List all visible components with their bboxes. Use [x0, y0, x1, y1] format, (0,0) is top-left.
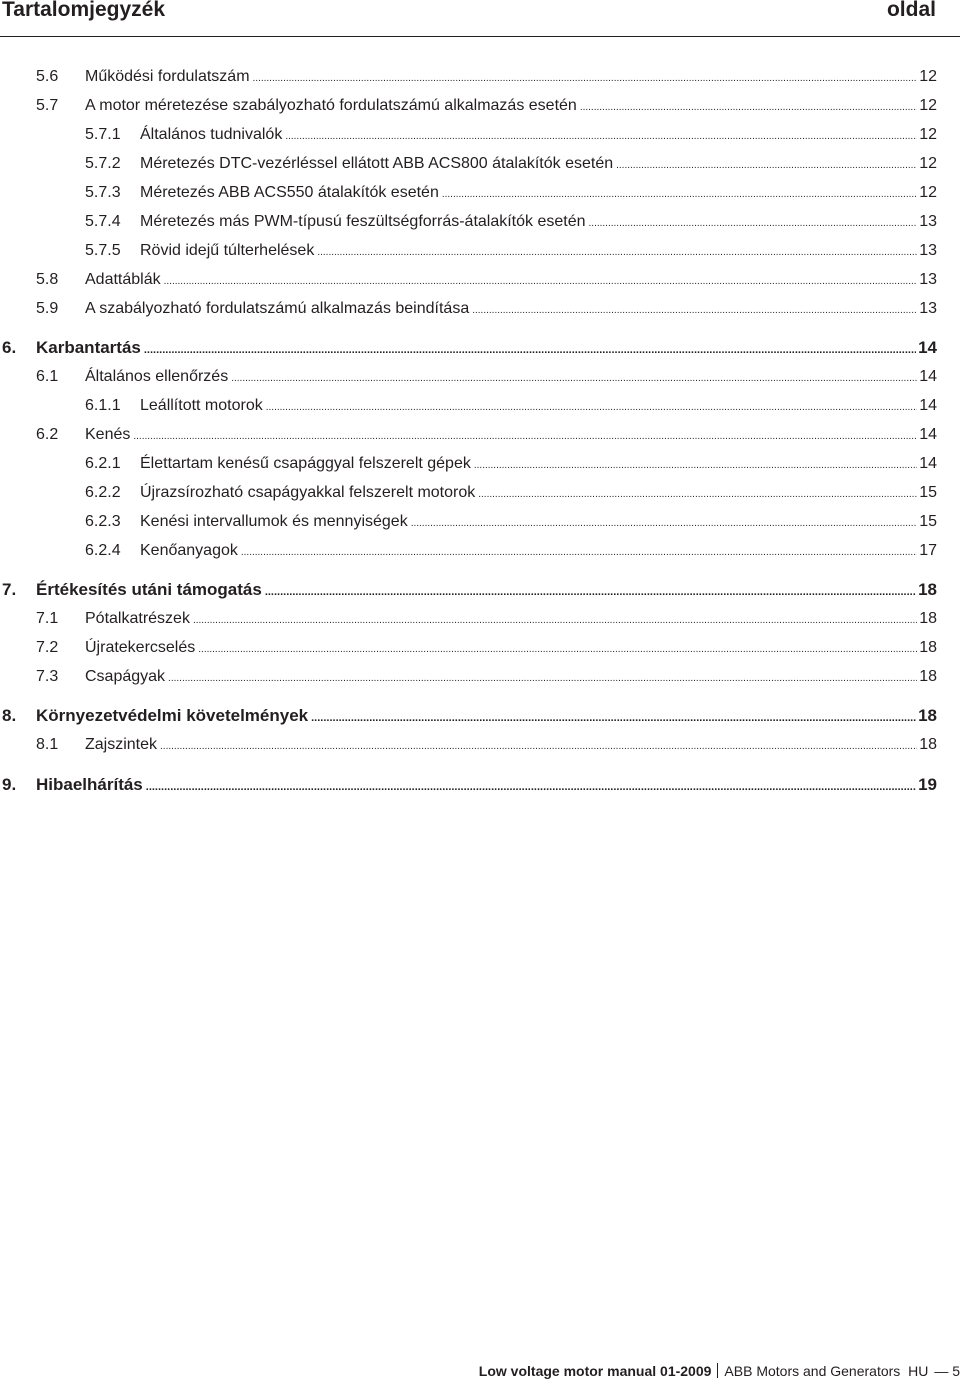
toc-section-number: 6.2.2 [85, 484, 121, 501]
toc-entry-title: Méretezés ABB ACS550 átalakítók esetén [140, 184, 439, 201]
toc-page-number: 13 [919, 300, 937, 317]
toc-page-number: 13 [919, 242, 937, 259]
toc-page-number: 12 [919, 126, 937, 143]
toc-entry-title: Élettartam kenésű csapággyal felszerelt gépek [140, 455, 471, 472]
toc-section-number: 6.2 [36, 426, 59, 443]
toc-section-number: 5.9 [36, 300, 59, 317]
toc-header [0, 0, 960, 37]
toc-row [0, 734, 960, 756]
toc-page-number: 14 [919, 397, 937, 414]
footer-company: ABB Motors and Generators [724, 1363, 901, 1379]
toc-entry [140, 124, 937, 146]
toc-dot-leader [472, 298, 917, 320]
toc-entry [85, 95, 937, 117]
toc-page-number: 18 [919, 668, 937, 685]
toc-page-number: 15 [919, 513, 937, 530]
page-footer [0, 1360, 960, 1382]
toc-section-number: 7.3 [36, 668, 59, 685]
toc-row [0, 774, 960, 796]
toc-row [0, 395, 960, 417]
toc-row [0, 453, 960, 475]
toc-row [0, 124, 960, 146]
toc-entry-title: Kenés [85, 426, 131, 443]
toc-entry-title: Újrazsírozható csapágyakkal felszerelt motorok [140, 484, 476, 501]
toc-entry [36, 705, 937, 727]
toc-entry-title: Adattáblák [85, 271, 161, 288]
toc-entry-title: Csapágyak [85, 668, 166, 685]
toc-entry-title: Rövid idejű túlterhelések [140, 242, 315, 259]
toc-dot-leader [241, 540, 917, 562]
toc-section-number: 5.6 [36, 68, 59, 85]
toc-page-number: 18 [919, 610, 937, 627]
toc-entry [85, 66, 937, 88]
toc-row [0, 366, 960, 388]
toc-dot-leader [266, 395, 917, 417]
toc-dot-leader [133, 424, 917, 446]
toc-section-number: 7.2 [36, 639, 59, 656]
toc-section-number: 5.7.3 [85, 184, 121, 201]
toc-row [0, 608, 960, 630]
toc-dot-leader [442, 182, 917, 204]
footer-separator [717, 1363, 718, 1378]
toc-entry [140, 482, 937, 504]
toc-dot-leader [311, 705, 916, 727]
toc-entry [85, 734, 937, 756]
toc-section-number: 8.1 [36, 736, 59, 753]
toc-page-number: 17 [919, 542, 937, 559]
page-column-label: oldal [886, 0, 936, 21]
toc-dot-leader [168, 666, 917, 688]
toc-row [0, 66, 960, 88]
toc-page-number: 14 [919, 455, 937, 472]
toc-entry [140, 540, 937, 562]
toc-entry [85, 608, 937, 630]
toc-page-number: 18 [918, 706, 937, 725]
toc-dot-leader [160, 734, 917, 756]
toc-entry-title: Zajszintek [85, 736, 158, 753]
toc-page-number: 18 [919, 639, 937, 656]
footer-text: Low voltage motor manual 01-2009 ABB Motors and Generators HU — 5 [478, 1363, 960, 1379]
toc-dot-leader [144, 337, 916, 359]
toc-entry-title: Hibaelhárítás [36, 775, 143, 794]
toc-entry-title: Általános tudnivalók [140, 126, 283, 143]
toc-entry [140, 240, 937, 262]
toc-section-number: 5.7.4 [85, 213, 121, 230]
toc-section-number: 9. [2, 775, 17, 794]
toc-page-number: 12 [919, 155, 937, 172]
toc-entry-title: Értékesítés utáni támogatás [36, 580, 262, 599]
toc-entry-title: Működési fordulatszám [85, 68, 250, 85]
toc-row [0, 511, 960, 533]
toc-dot-leader [193, 608, 917, 630]
toc-entry [36, 337, 937, 359]
toc-dot-leader [231, 366, 917, 388]
toc-section-number: 5.7.1 [85, 126, 121, 143]
toc-row [0, 95, 960, 117]
toc-dot-leader [285, 124, 917, 146]
toc-entry [140, 153, 937, 175]
toc-dot-leader [478, 482, 917, 504]
toc-entry [140, 453, 937, 475]
toc-section-number: 6. [2, 338, 17, 357]
toc-row [0, 153, 960, 175]
toc-entry-title: Pótalkatrészek [85, 610, 190, 627]
toc-page-number: 18 [919, 736, 937, 753]
toc-entry-title: Kenési intervallumok és mennyiségek [140, 513, 408, 530]
toc-row [0, 637, 960, 659]
toc-section-number: 5.7.5 [85, 242, 121, 259]
toc-entry [85, 269, 937, 291]
toc-row [0, 482, 960, 504]
toc-row [0, 298, 960, 320]
toc-dot-leader [146, 774, 916, 796]
toc-page-number: 13 [919, 213, 937, 230]
toc-entry [140, 511, 937, 533]
toc-entry-title: Környezetvédelmi követelmények [36, 706, 309, 725]
footer-manual-title: Low voltage motor manual 01-2009 [478, 1363, 712, 1379]
toc-dot-leader [164, 269, 918, 291]
toc-entry-title: A szabályozható fordulatszámú alkalmazás beindítása [85, 300, 470, 317]
toc-dot-leader [411, 511, 918, 533]
footer-page-number: 5 [952, 1363, 960, 1379]
toc-entry-title: Kenőanyagok [140, 542, 238, 559]
toc-section-number: 7. [2, 580, 17, 599]
toc-page-number: 19 [918, 775, 937, 794]
toc-entry-title: Méretezés DTC-vezérléssel ellátott ABB ACS800 átalakítók esetén [140, 155, 614, 172]
toc-section-number: 8. [2, 706, 17, 725]
toc-entry-title: Méretezés más PWM-típusú feszültségforrás-átalakítók esetén [140, 213, 586, 230]
toc-entry [85, 298, 937, 320]
toc-section-number: 5.7.2 [85, 155, 121, 172]
toc-section-number: 6.2.4 [85, 542, 121, 559]
toc-entry-title: Újratekercselés [85, 639, 196, 656]
toc-row [0, 705, 960, 727]
toc-entry [85, 666, 937, 688]
toc-row [0, 540, 960, 562]
toc-section-number: 6.1 [36, 368, 59, 385]
toc-entry [36, 774, 937, 796]
toc-row [0, 666, 960, 688]
toc-section-number: 5.8 [36, 271, 59, 288]
toc-section-number: 6.1.1 [85, 397, 121, 414]
toc-entry [85, 366, 937, 388]
page-title: Tartalomjegyzék [2, 0, 166, 21]
toc-dot-leader [253, 66, 918, 88]
toc-page-number: 12 [919, 68, 937, 85]
toc-dot-leader [198, 637, 917, 659]
toc-row [0, 337, 960, 359]
toc-row [0, 424, 960, 446]
toc-entry-title: Leállított motorok [140, 397, 263, 414]
toc-entry-title: Karbantartás [36, 338, 141, 357]
toc-page-number: 18 [918, 580, 937, 599]
toc-dot-leader [317, 240, 917, 262]
toc-row [0, 240, 960, 262]
toc-page-number: 14 [919, 368, 937, 385]
toc-entry [140, 182, 937, 204]
toc-section-number: 5.7 [36, 97, 59, 114]
toc-row [0, 182, 960, 204]
toc-entry-title: A motor méretezése szabályozható fordulatszámú alkalmazás esetén [85, 97, 577, 114]
toc-page-number: 14 [918, 338, 937, 357]
toc-section-number: 6.2.1 [85, 455, 121, 472]
toc-entry [140, 395, 937, 417]
toc-row [0, 579, 960, 601]
toc-section-number: 6.2.3 [85, 513, 121, 530]
toc-dot-leader [589, 211, 918, 233]
toc-page-number: 15 [919, 484, 937, 501]
toc-dot-leader [474, 453, 917, 475]
toc-entry [36, 579, 937, 601]
toc-dot-leader [616, 153, 917, 175]
footer-language: HU [908, 1363, 929, 1379]
toc-page-number: 14 [919, 426, 937, 443]
toc-row [0, 269, 960, 291]
toc-section-number: 7.1 [36, 610, 59, 627]
toc-row [0, 211, 960, 233]
toc-entry [85, 424, 937, 446]
toc-entry [140, 211, 937, 233]
toc-entry-title: Általános ellenőrzés [85, 368, 229, 385]
toc-page-number: 12 [919, 97, 937, 114]
toc-page-number: 13 [919, 271, 937, 288]
toc-dot-leader [265, 579, 916, 601]
toc-page-number: 12 [919, 184, 937, 201]
toc-entry [85, 637, 937, 659]
toc-dot-leader [580, 95, 917, 117]
